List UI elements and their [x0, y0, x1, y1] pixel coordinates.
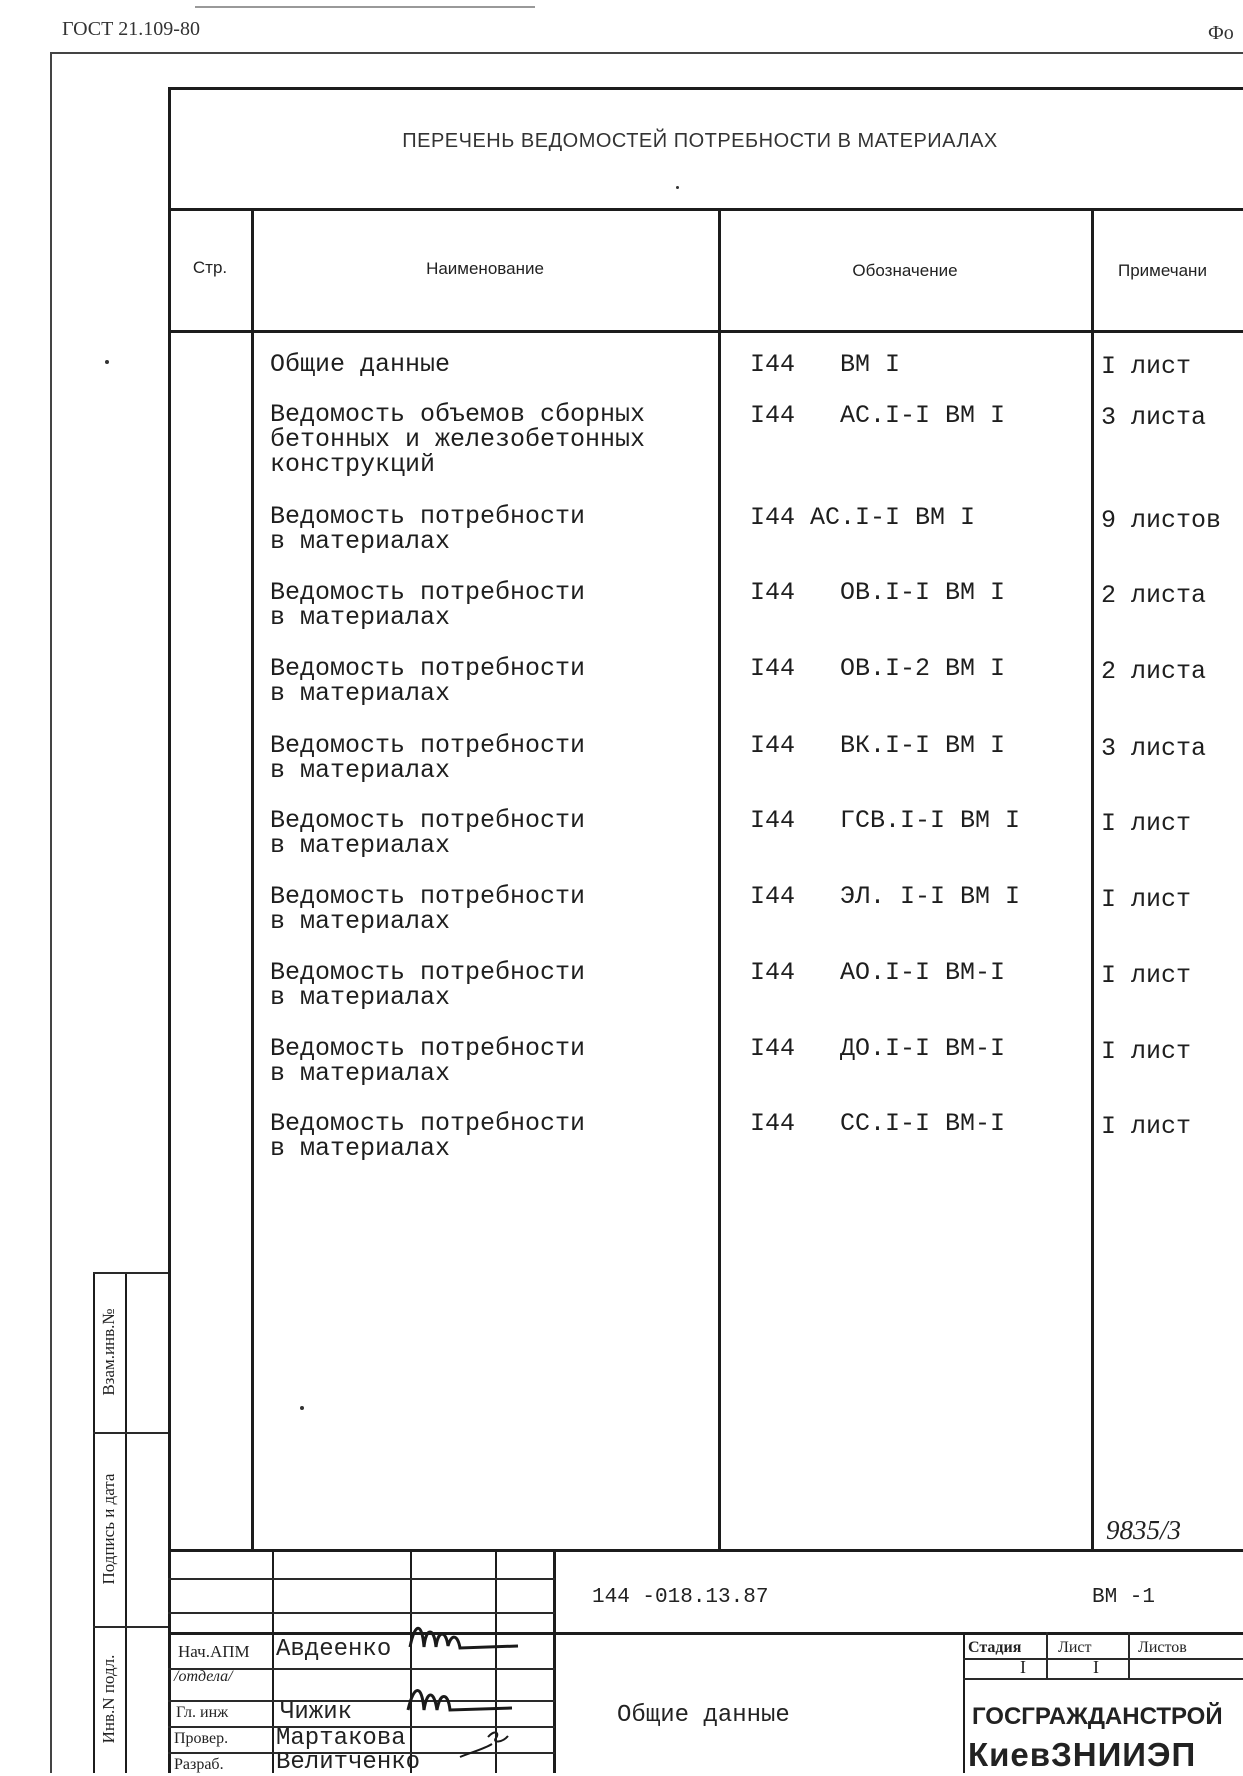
- scan-speck: [300, 1406, 304, 1410]
- col-divider-2: [718, 208, 721, 1551]
- role-checked: Провер.: [174, 1730, 229, 1747]
- role-developer: Разраб.: [174, 1756, 224, 1773]
- stamp-top-rule: [168, 1549, 1243, 1552]
- frame-left: [50, 52, 52, 1773]
- org-name: ГОСГРАЖДАНСТРОЙ: [972, 1703, 1223, 1730]
- col-divider-1: [251, 208, 254, 1551]
- role-department: /отдела/: [174, 1668, 233, 1685]
- side-stamp-top: [93, 1272, 168, 1274]
- stamp-row-1: [168, 1578, 555, 1580]
- row-code: I44 АС.I-I ВМ I: [750, 503, 976, 532]
- row-name: Ведомость потребности в материалах: [270, 958, 586, 1012]
- stage-header: Стадия: [968, 1639, 1022, 1656]
- role-head-apm: Нач.АПМ: [178, 1642, 250, 1661]
- stamp-col-d: [553, 1549, 556, 1773]
- row-code: I44 ОВ.I-2 ВМ I: [750, 654, 1006, 683]
- name-checked: Мартакова: [276, 1725, 406, 1752]
- row-code: I44 ОВ.I-I ВМ I: [750, 578, 1006, 607]
- row-note: 2 листа: [1101, 659, 1207, 684]
- row-code: I44 ВМ I: [750, 350, 901, 379]
- stage-row-2: [963, 1678, 1243, 1680]
- side-label-signature-date: Подпись и дата: [99, 1473, 118, 1585]
- inner-top: [168, 87, 1243, 90]
- org-institute: КиевЗНИИЭП: [968, 1736, 1197, 1773]
- row-note: 3 листа: [1101, 736, 1207, 761]
- role-chief-engineer: Гл. инж: [176, 1704, 229, 1721]
- sheet-value: I: [1093, 1657, 1099, 1677]
- row-name: Ведомость потребности в материалах: [270, 731, 586, 785]
- row-note: 3 листа: [1101, 405, 1207, 430]
- row-name: Ведомость потребности в материалах: [270, 578, 586, 632]
- row-note: 9 листов: [1101, 508, 1222, 533]
- row-name: Ведомость потребности в материалах: [270, 1034, 586, 1088]
- row-note: 2 листа: [1101, 583, 1207, 608]
- stamp-col-a: [272, 1549, 274, 1773]
- sheet-header: Лист: [1058, 1639, 1092, 1656]
- stage-block-left: [963, 1632, 965, 1773]
- row-note: I лист: [1101, 1114, 1192, 1139]
- row-name: Общие данные: [270, 350, 451, 379]
- page-title: ПЕРЕЧЕНЬ ВЕДОМОСТЕЙ ПОТРЕБНОСТИ В МАТЕРИАЛАХ: [402, 130, 998, 152]
- side-stamp-div1: [93, 1432, 168, 1434]
- frame-top: [50, 52, 1243, 54]
- row-note: I лист: [1101, 887, 1192, 912]
- row-note: I лист: [1101, 811, 1192, 836]
- row-name: Ведомость потребности в материалах: [270, 654, 586, 708]
- table-top-rule: [168, 208, 1243, 211]
- row-code: I44 ГСВ.I-I ВМ I: [750, 806, 1021, 835]
- row-note: I лист: [1101, 1039, 1192, 1064]
- signature-mark: [400, 1612, 540, 1762]
- name-developer: Велитченко: [276, 1749, 421, 1776]
- header-rule: [195, 6, 535, 8]
- scan-speck: [105, 360, 109, 364]
- row-code: I44 ЭЛ. I-I ВМ I: [750, 882, 1021, 911]
- sheets-header: Листов: [1138, 1639, 1187, 1656]
- row-code: I44 ВК.I-I ВМ I: [750, 731, 1006, 760]
- col-header-note: Примечани: [1118, 261, 1207, 280]
- row-name: Ведомость потребности в материалах: [270, 882, 586, 936]
- row-note: I лист: [1101, 354, 1192, 379]
- scan-speck: [676, 186, 679, 189]
- col-header-name: Наименование: [426, 259, 544, 278]
- stage-col-1: [1046, 1632, 1048, 1678]
- sheet-mark: ВМ -1: [1092, 1586, 1156, 1609]
- side-stamp-div2: [93, 1626, 168, 1628]
- sheet-title: Общие данные: [617, 1702, 790, 1729]
- stage-row-1: [963, 1658, 1243, 1660]
- col-header-page: Стр.: [192, 258, 228, 277]
- table-header-rule: [168, 330, 1243, 333]
- side-stamp-left: [93, 1272, 95, 1773]
- standard-code: ГОСТ 21.109-80: [62, 18, 200, 40]
- inner-left: [168, 87, 171, 1773]
- form-label: Фо: [1208, 22, 1234, 44]
- stamp-row-3: [168, 1632, 1243, 1635]
- row-code: I44 ДО.I-I ВМ-I: [750, 1034, 1006, 1063]
- stage-col-2: [1128, 1632, 1130, 1678]
- col-header-code: Обозначение: [852, 261, 958, 280]
- side-label-inv-orig: Инв.N подл.: [99, 1654, 118, 1744]
- name-chief-engineer: Чижик: [280, 1699, 353, 1726]
- row-note: I лист: [1101, 963, 1192, 988]
- row-name: Ведомость потребности в материалах: [270, 502, 586, 556]
- document-code: 144 -018.13.87: [592, 1586, 769, 1609]
- side-stamp-mid: [125, 1272, 127, 1773]
- row-code: I44 АО.I-I ВМ-I: [750, 958, 1006, 987]
- row-code: I44 СС.I-I ВМ-I: [750, 1109, 1006, 1138]
- row-name: Ведомость объемов сборных бетонных и железобетонных конструкций: [270, 400, 646, 479]
- stage-value: I: [1020, 1657, 1026, 1677]
- row-name: Ведомость потребности в материалах: [270, 1109, 586, 1163]
- col-divider-3: [1091, 208, 1094, 1551]
- name-head-apm: Авдеенко: [276, 1636, 392, 1663]
- side-label-replace-inv: Взам.инв.№: [99, 1308, 118, 1396]
- handwritten-number: 9835/3: [1106, 1515, 1182, 1545]
- row-code: I44 АС.I-I ВМ I: [750, 401, 1006, 430]
- row-name: Ведомость потребности в материалах: [270, 806, 586, 860]
